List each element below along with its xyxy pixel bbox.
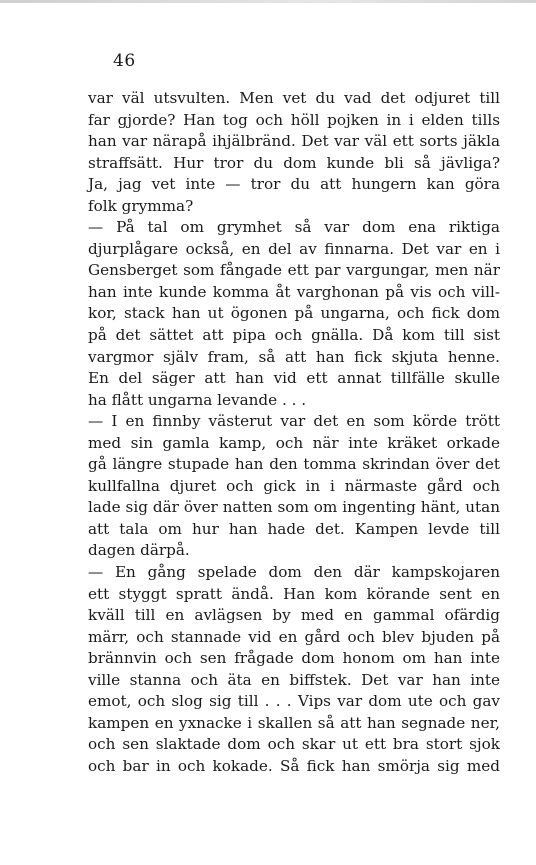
text-line: far gjorde? Han tog och höll pojken in i elden tills — [88, 110, 500, 129]
text-line: folk grymma? — [88, 196, 194, 215]
text-line: ha flått ungarna levande . . . — [88, 390, 307, 409]
text-line: — En gång spelade dom den där kampskojaren — [88, 563, 500, 582]
text-line: Ja, jag vet inte — tror du att hungern kan göra — [88, 175, 500, 194]
text-line: att tala om hur han hade det. Kampen levde till — [88, 519, 500, 538]
text-line: märr, och stannade vid en gård och blev bjuden på — [88, 627, 500, 646]
body-text — [88, 88, 500, 778]
text-line: straffsätt. Hur tror du dom kunde bli så jävliga? — [88, 153, 500, 172]
text-line: vargmor själv fram, så att han fick skjuta henne. — [88, 347, 500, 366]
text-line: gå längre stupade han den tomma skrindan över det — [88, 455, 500, 474]
text-line: En del säger att han vid ett annat tillfälle skulle — [88, 369, 500, 388]
text-line: han var närapå ihjälbränd. Det var väl ett sorts jäkla — [88, 132, 500, 151]
text-line: lade sig där över natten som om ingenting hänt, utan — [88, 498, 500, 517]
text-line: ett styggt spratt ändå. Han kom körande sent en — [88, 584, 500, 603]
text-line: han inte kunde komma åt varghonan på vis och vill- — [88, 282, 500, 301]
text-line: emot, och slog sig till . . . Vips var dom ute och gav — [88, 692, 500, 711]
text-line: — I en finnby västerut var det en som körde trött — [88, 412, 500, 431]
text-line: kampen en yxnacke i skallen så att han segnade ner, — [88, 713, 500, 732]
text-line: dagen därpå. — [88, 541, 190, 560]
text-line: brännvin och sen frågade dom honom om han inte — [88, 649, 500, 668]
text-line: med sin gamla kamp, och när inte kräket orkade — [88, 433, 500, 452]
text-line: kväll till en avlägsen by med en gammal ofärdig — [88, 606, 500, 625]
page-top-edge — [0, 0, 536, 3]
text-line: kor, stack han ut ögonen på ungarna, och fick dom — [88, 304, 500, 323]
text-line: kullfallna djuret och gick in i närmaste gård och — [88, 476, 500, 495]
text-line: på det sättet att pipa och gnälla. Då kom till sist — [88, 326, 500, 345]
text-line: och sen slaktade dom och skar ut ett bra stort sjok — [88, 735, 500, 754]
text-line: — På tal om grymhet så var dom ena riktiga — [88, 218, 500, 237]
text-line: var väl utsvulten. Men vet du vad det odjuret till — [88, 89, 500, 107]
text-line: djurplågare också, en del av finnarna. Det var en i — [88, 239, 500, 258]
page-number: 46 — [113, 51, 136, 71]
text-line: och bar in och kokade. Så fick han smörja sig med — [88, 756, 500, 775]
text-line: ville stanna och äta en biffstek. Det var han inte — [88, 670, 500, 689]
text-line: Gensberget som fångade ett par vargungar, men när — [88, 261, 500, 280]
